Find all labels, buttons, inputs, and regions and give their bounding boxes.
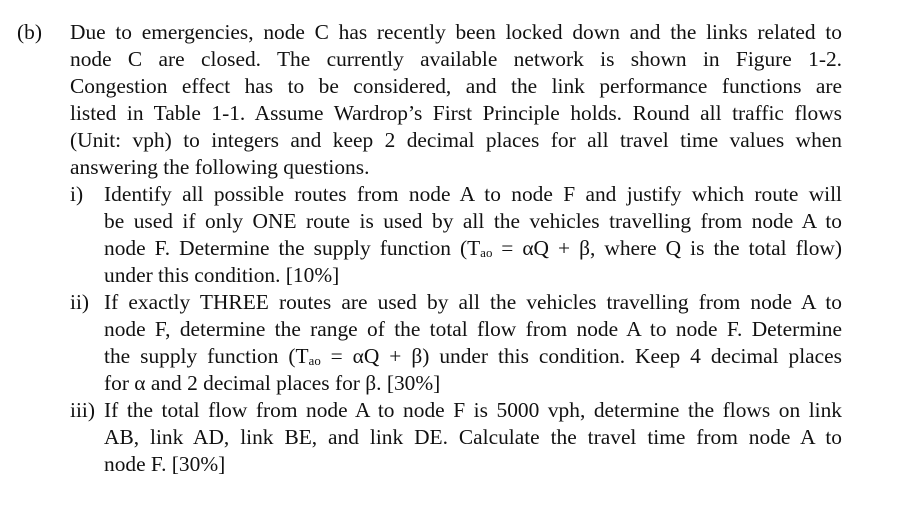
- part-ii-line-3: the supply function (Tₐₒ = αQ + β) under this condition. Keep 4 decimal places: [104, 344, 842, 368]
- part-iii-line-3: node F. [30%]: [104, 452, 226, 476]
- part-i-line-3: node F. Determine the supply function (Tₐₒ = αQ + β, where Q is the total flow): [104, 236, 842, 260]
- part-i-line-1: Identify all possible routes from node A to node F and justify which route will: [104, 182, 842, 206]
- part-iii-line-1: If the total flow from node A to node F is 5000 vph, determine the flows on link: [104, 398, 842, 422]
- part-i-label: i): [70, 182, 84, 206]
- intro-line-3: Congestion effect has to be considered, and the link performance functions are: [70, 74, 842, 98]
- intro-line-1: Due to emergencies, node C has recently been locked down and the links related to: [70, 20, 842, 44]
- intro-line-4: listed in Table 1-1. Assume Wardrop’s First Principle holds. Round all traffic flows: [70, 101, 842, 125]
- part-ii-line-1: If exactly THREE routes are used by all the vehicles travelling from node A to: [104, 290, 842, 314]
- part-iii-line-2: AB, link AD, link BE, and link DE. Calculate the travel time from node A to: [104, 425, 842, 449]
- part-ii-line-4: for α and 2 decimal places for β. [30%]: [104, 371, 441, 395]
- question-label: (b): [17, 20, 42, 44]
- part-i-line-2: be used if only ONE route is used by all the vehicles travelling from node A to: [104, 209, 842, 233]
- part-iii-label: iii): [70, 398, 95, 422]
- part-ii-label: ii): [70, 290, 90, 314]
- intro-line-2: node C are closed. The currently available network is shown in Figure 1-2.: [70, 47, 842, 71]
- part-ii-line-2: node F, determine the range of the total flow from node A to node F. Determine: [104, 317, 842, 341]
- intro-line-6: answering the following questions.: [70, 155, 370, 179]
- intro-line-5: (Unit: vph) to integers and keep 2 decimal places for all travel time values when: [70, 128, 842, 152]
- part-i-line-4: under this condition. [10%]: [104, 263, 340, 287]
